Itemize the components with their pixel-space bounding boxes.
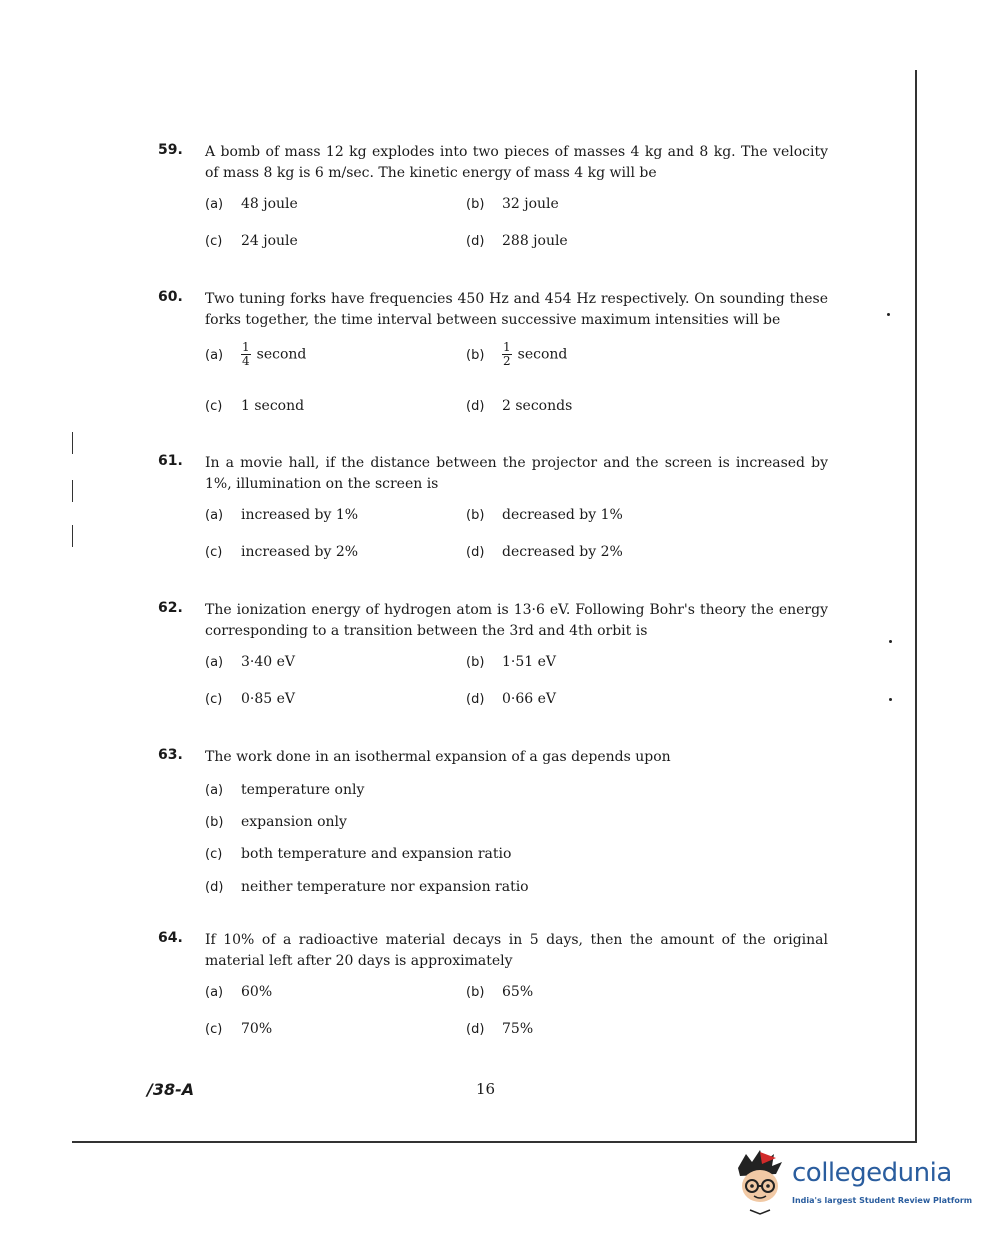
option-text: 0·66 eV — [502, 691, 557, 707]
option-text: 75% — [502, 1021, 534, 1037]
fraction — [241, 341, 251, 368]
option-b — [466, 982, 533, 1003]
question-59 — [158, 142, 828, 249]
question-number: 62. — [158, 600, 183, 616]
option-label: (d) — [466, 234, 485, 249]
option-label: (b) — [466, 655, 485, 670]
fraction-denominator: 2 — [503, 354, 511, 368]
option-d — [466, 689, 556, 710]
option-text: 0·85 eV — [241, 691, 296, 707]
option-label: (a) — [205, 508, 224, 523]
option-text: 70% — [241, 1021, 273, 1037]
option-label: (c) — [205, 847, 223, 862]
option-a — [205, 505, 358, 526]
option-text: neither temperature nor expansion ratio — [241, 879, 529, 895]
question-number: 63. — [158, 747, 183, 763]
option-text: 24 joule — [241, 233, 298, 249]
option-text: both temperature and expansion ratio — [241, 846, 512, 862]
question-text: A bomb of mass 12 kg explodes into two pieces of masses 4 kg and 8 kg. The velocity of mass 8 kg is 6 m/sec. The kinetic energy of mass 4 kg will be — [205, 144, 828, 181]
option-b — [205, 812, 347, 833]
option-d — [466, 1019, 533, 1040]
option-text: decreased by 1% — [502, 507, 623, 523]
option-label: (c) — [205, 399, 223, 414]
option-label: (b) — [205, 815, 224, 830]
collegedunia-watermark — [732, 1148, 973, 1220]
option-text: 1·51 eV — [502, 654, 557, 670]
option-a — [205, 341, 306, 368]
option-c — [205, 1019, 272, 1040]
option-d — [466, 231, 568, 252]
option-b — [466, 194, 559, 215]
scan-speck — [887, 313, 890, 316]
question-64 — [158, 930, 828, 1037]
bottom-border-line — [72, 1141, 917, 1143]
option-text: increased by 2% — [241, 544, 359, 560]
option-text: 1 second — [241, 398, 305, 414]
option-a — [205, 652, 295, 673]
option-c — [205, 231, 298, 252]
option-text: decreased by 2% — [502, 544, 623, 560]
option-label: (c) — [205, 1022, 223, 1037]
question-61 — [158, 453, 828, 560]
option-label: (a) — [205, 985, 224, 1000]
fraction-numerator: 1 — [503, 340, 511, 354]
option-label: (a) — [205, 347, 224, 363]
margin-mark — [72, 432, 73, 454]
option-d — [466, 396, 572, 417]
fraction — [502, 341, 512, 368]
option-c — [205, 844, 511, 865]
question-number: 60. — [158, 289, 183, 305]
option-b — [466, 341, 567, 368]
option-d — [466, 542, 623, 563]
margin-mark — [72, 480, 73, 502]
option-c — [205, 542, 358, 563]
option-text: second — [517, 346, 568, 363]
question-60 — [158, 289, 828, 414]
question-number: 61. — [158, 453, 183, 469]
option-b — [466, 505, 623, 526]
option-label: (d) — [466, 692, 485, 707]
question-text: Two tuning forks have frequencies 450 Hz and 454 Hz respectively. On sounding these forks together, the time interval between successive maximum intensities will be — [205, 291, 828, 328]
booklet-code: /38-A — [147, 1080, 195, 1099]
option-label: (a) — [205, 783, 224, 798]
option-label: (c) — [205, 545, 223, 560]
question-text: The work done in an isothermal expansion of a gas depends upon — [205, 749, 671, 765]
option-b — [466, 652, 556, 673]
option-text: second — [256, 346, 307, 363]
option-label: (c) — [205, 692, 223, 707]
mascot-icon — [732, 1148, 788, 1218]
question-text: In a movie hall, if the distance between the projector and the screen is increased by 1%, illumination on the screen is — [205, 455, 828, 492]
option-a — [205, 982, 272, 1003]
logo-tagline: India's largest Student Review Platform — [792, 1196, 973, 1205]
question-number: 64. — [158, 930, 183, 946]
option-label: (b) — [466, 197, 485, 212]
option-label: (d) — [466, 399, 485, 414]
right-border-line — [915, 70, 917, 1142]
question-text: The ionization energy of hydrogen atom is 13·6 eV. Following Bohr's theory the energy corresponding to a transition between the 3rd and 4th orbit is — [205, 602, 828, 639]
option-c — [205, 396, 304, 417]
scan-speck — [889, 698, 892, 701]
option-label: (a) — [205, 655, 224, 670]
option-label: (d) — [466, 545, 485, 560]
option-label: (d) — [205, 880, 224, 895]
logo-wordmark: collegedunia — [792, 1158, 952, 1188]
option-label: (b) — [466, 508, 485, 523]
question-63 — [158, 747, 828, 895]
question-number: 59. — [158, 142, 183, 158]
margin-mark — [72, 525, 73, 547]
option-text: 60% — [241, 984, 273, 1000]
option-label: (b) — [466, 347, 485, 363]
option-a — [205, 194, 298, 215]
option-d — [205, 877, 529, 898]
option-text: increased by 1% — [241, 507, 359, 523]
fraction-denominator: 4 — [242, 354, 250, 368]
option-text: 3·40 eV — [241, 654, 296, 670]
option-label: (c) — [205, 234, 223, 249]
option-c — [205, 689, 295, 710]
page-number: 16 — [476, 1080, 496, 1098]
option-a — [205, 780, 364, 801]
option-label: (d) — [466, 1022, 485, 1037]
question-text: If 10% of a radioactive material decays in 5 days, then the amount of the original material left after 20 days is approximately — [205, 932, 828, 969]
question-62 — [158, 600, 828, 707]
option-text: temperature only — [241, 782, 365, 798]
option-text: 65% — [502, 984, 534, 1000]
option-text: expansion only — [241, 814, 347, 830]
option-text: 2 seconds — [502, 398, 573, 414]
option-text: 32 joule — [502, 196, 559, 212]
option-label: (b) — [466, 985, 485, 1000]
scan-speck — [889, 640, 892, 643]
option-text: 288 joule — [502, 233, 568, 249]
fraction-numerator: 1 — [242, 340, 250, 354]
option-label: (a) — [205, 197, 224, 212]
option-text: 48 joule — [241, 196, 298, 212]
